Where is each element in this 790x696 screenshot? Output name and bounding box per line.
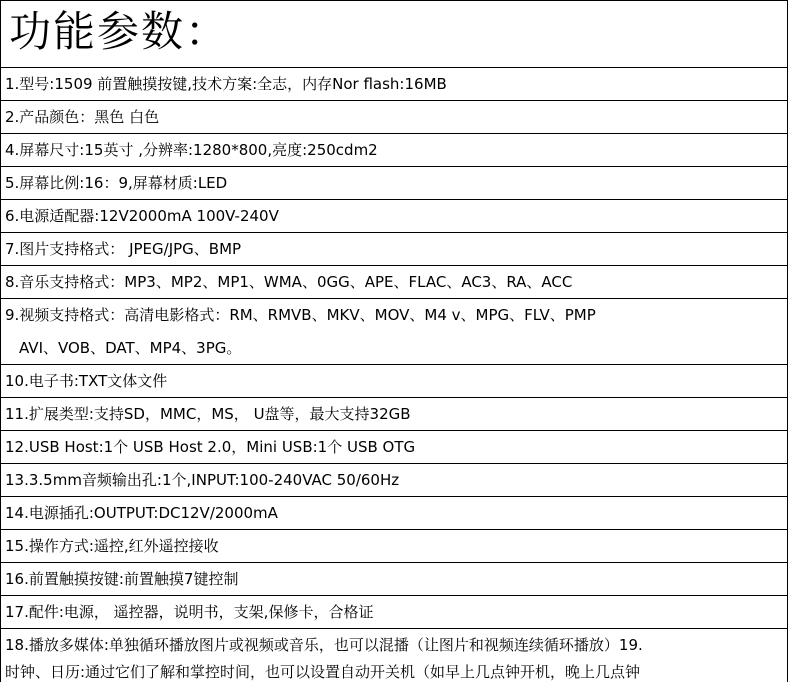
spec-row-operation — [1, 530, 787, 563]
spec-row-audio-out — [1, 464, 787, 497]
spec-row-usb — [1, 431, 787, 464]
spec-text-continued: AVI、VOB、DAT、MP4、3PG。 — [19, 339, 242, 357]
spec-text: 1.型号:1509 前置触摸按键,技术方案:全志，内存Nor flash:16MB — [5, 75, 447, 93]
spec-text: 2.产品颜色：黑色 白色 — [5, 108, 160, 126]
title-row — [1, 0, 787, 68]
spec-text: 17.配件:电源， 遥控器，说明书，支架,保修卡，合格证 — [5, 603, 374, 621]
spec-row-screen-size — [1, 134, 787, 167]
spec-row-touch-keys — [1, 563, 787, 596]
page-title: 功能参数： — [9, 7, 230, 56]
spec-text: 12.USB Host:1个 USB Host 2.0，Mini USB:1个 USB OTG — [5, 438, 416, 456]
spec-text: 13.3.5mm音频输出孔:1个,INPUT:100-240VAC 50/60Hz — [5, 471, 400, 489]
spec-text-continued: 时钟、日历:通过它们了解和掌控时间，也可以设置自动开关机（如早上几点钟开机，晚上几点钟 — [5, 663, 641, 681]
spec-text: 5.屏幕比例:16：9,屏幕材质:LED — [5, 174, 228, 192]
spec-row-ebook — [1, 365, 787, 398]
spec-text: 16.前置触摸按键:前置触摸7键控制 — [5, 570, 239, 588]
spec-text: 14.电源插孔:OUTPUT:DC12V/2000mA — [5, 504, 278, 522]
spec-row-video-formats — [1, 299, 787, 365]
spec-text: 9.视频支持格式：高清电影格式：RM、RMVB、MKV、MOV、M4 v、MPG、FLV、PMP — [5, 306, 596, 324]
spec-text: 10.电子书:TXT文体文件 — [5, 372, 168, 390]
spec-row-screen-ratio — [1, 167, 787, 200]
spec-text: 7.图片支持格式： JPEG/JPG、BMP — [5, 240, 242, 258]
spec-row-power-jack — [1, 497, 787, 530]
spec-row-expansion — [1, 398, 787, 431]
spec-row-adapter — [1, 200, 787, 233]
spec-row-model — [1, 68, 787, 101]
spec-row-accessories — [1, 596, 787, 629]
spec-text: 15.操作方式:遥控,红外遥控接收 — [5, 537, 219, 555]
spec-text: 18.播放多媒体:单独循环播放图片或视频或音乐，也可以混播（让图片和视频连续循环播放）19. — [5, 636, 643, 654]
spec-row-audio-formats — [1, 266, 787, 299]
spec-text: 8.音乐支持格式：MP3、MP2、MP1、WMA、0GG、APE、FLAC、AC3、RA、ACC — [5, 273, 573, 291]
spec-text: 11.扩展类型:支持SD，MMC，MS， U盘等，最大支持32GB — [5, 405, 411, 423]
spec-row-color — [1, 101, 787, 134]
spec-text: 4.屏幕尺寸:15英寸 ,分辨率:1280*800,亮度:250cdm2 — [5, 141, 378, 159]
spec-text: 6.电源适配器:12V2000mA 100V-240V — [5, 207, 279, 225]
spec-row-image-formats — [1, 233, 787, 266]
spec-row-multimedia — [1, 629, 787, 696]
